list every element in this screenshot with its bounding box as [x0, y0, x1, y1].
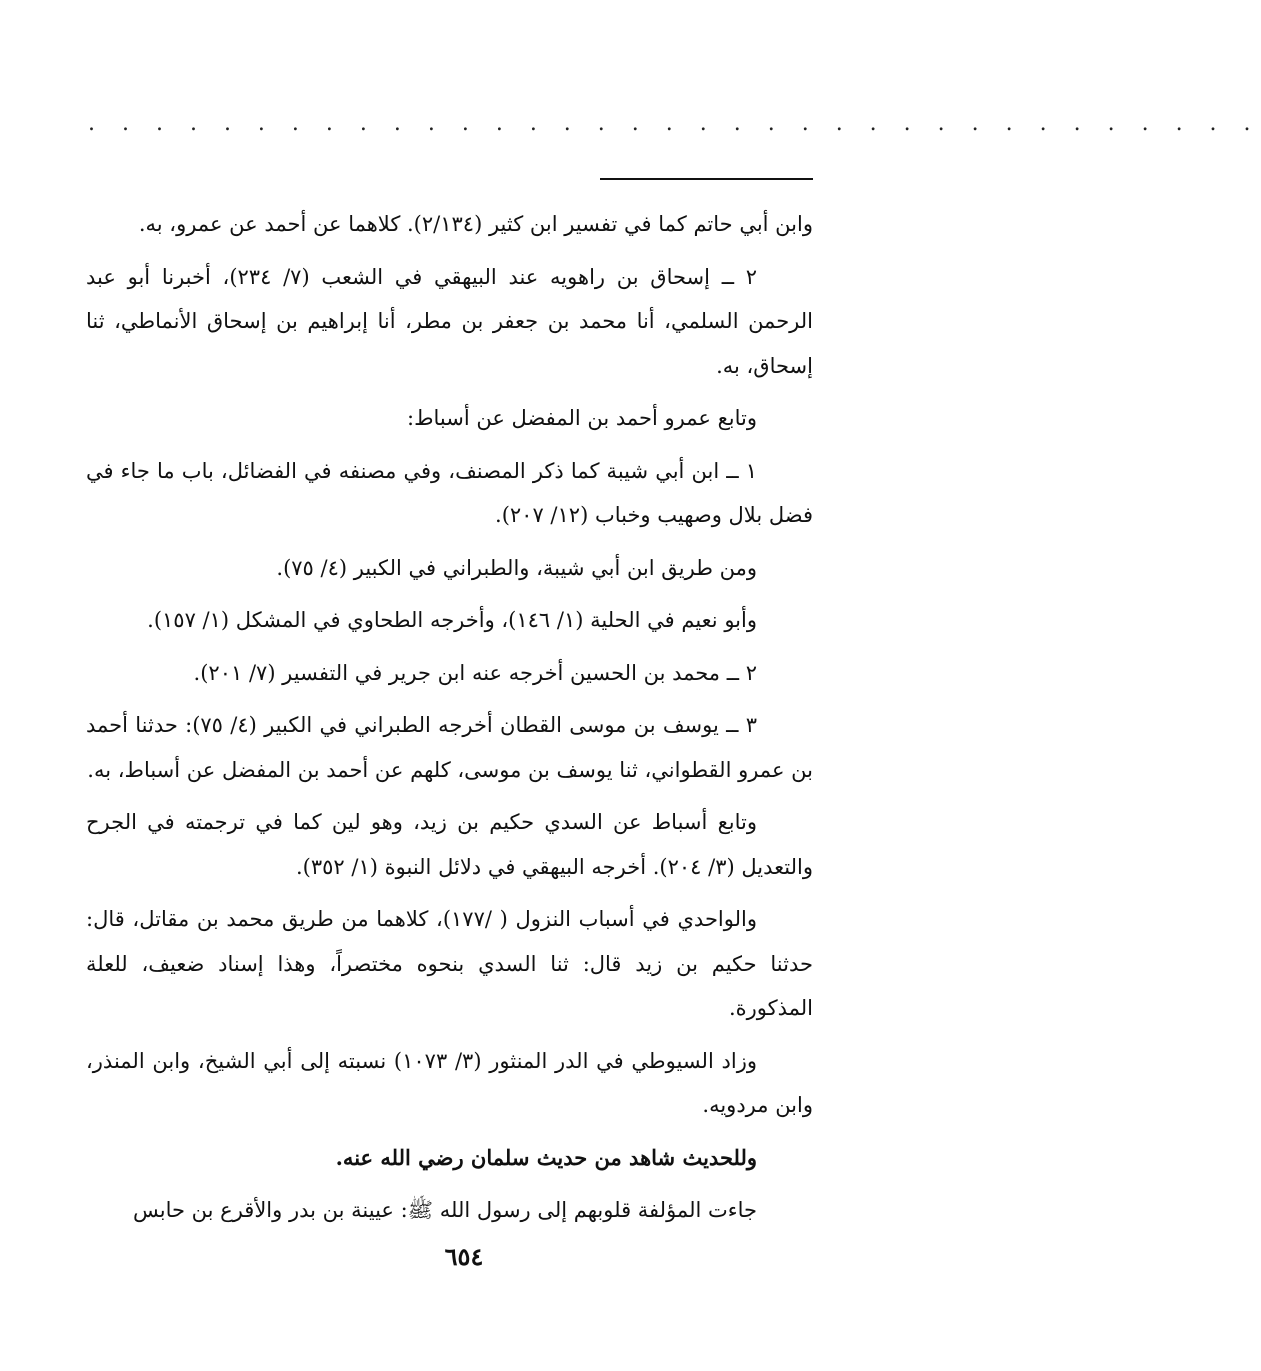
paragraph: وابن أبي حاتم كما في تفسير ابن كثير (٢/١٣٤). كلاهما عن أحمد عن عمرو، به.: [138, 212, 813, 236]
paragraph: والواحدي في أسباب النزول ( /١٧٧)، كلاهما من طريق محمد بن مقاتل، قال: حدثنا حكيم بن زيد قال: ثنا السدي بنحوه مختصراً، وهذا إسناد ضعيف، للعلة المذكورة.: [86, 907, 813, 1020]
paragraph: وتابع عمرو أحمد بن المفضل عن أسباط:: [407, 406, 757, 430]
paragraph: ٢ ــ محمد بن الحسين أخرجه عنه ابن جرير في التفسير (٧/ ٢٠١).: [193, 660, 757, 685]
footnote-body: [86, 202, 813, 1241]
paragraph: جاءت المؤلفة قلوبهم إلى رسول الله ﷺ: عيينة بن بدر والأقرع بن حابس: [132, 1198, 757, 1222]
paragraph: ١ ــ ابن أبي شيبة كما ذكر المصنف، وفي مصنفه في الفضائل، باب ما جاء في فضل بلال وصهيب وخباب (١٢/ ٢٠٧).: [86, 458, 813, 527]
paragraph: وللحديث شاهد من حديث سلمان رضي الله عنه.: [335, 1144, 757, 1170]
footnote-rule: [600, 178, 813, 180]
paragraph: وتابع أسباط عن السدي حكيم بن زيد، وهو لين كما في ترجمته في الجرح والتعديل (٣/ ٢٠٤). أخرجه البيهقي في دلائل النبوة (١/ ٣٥٢).: [86, 810, 813, 879]
dotted-separator: . . . . . . . . . . . . . . . . . . . . . . . . . . . . . . . . . . .: [88, 111, 1261, 136]
paragraph: ٢ ــ إسحاق بن راهويه عند البيهقي في الشعب (٧/ ٢٣٤)، أخبرنا أبو عبد الرحمن السلمي، أنا محمد بن جعفر بن مطر، أنا إبراهيم بن إسحاق الأنماطي، ثنا إسحاق، به.: [86, 264, 813, 378]
page-number: ٦٥٤: [444, 1242, 484, 1271]
paragraph: وزاد السيوطي في الدر المنثور (٣/ ١٠٧٣) نسبته إلى أبي الشيخ، وابن المنذر، وابن مردويه.: [86, 1048, 813, 1117]
paragraph: ومن طريق ابن أبي شيبة، والطبراني في الكبير (٤/ ٧٥).: [276, 555, 757, 580]
paragraph: ٣ ــ يوسف بن موسى القطان أخرجه الطبراني في الكبير (٤/ ٧٥): حدثنا أحمد بن عمرو القطواني، ثنا يوسف بن موسى، كلهم عن أحمد بن المفضل عن أسباط، به.: [86, 713, 813, 782]
paragraph: وأبو نعيم في الحلية (١/ ١٤٦)، وأخرجه الطحاوي في المشكل (١/ ١٥٧).: [147, 608, 757, 632]
